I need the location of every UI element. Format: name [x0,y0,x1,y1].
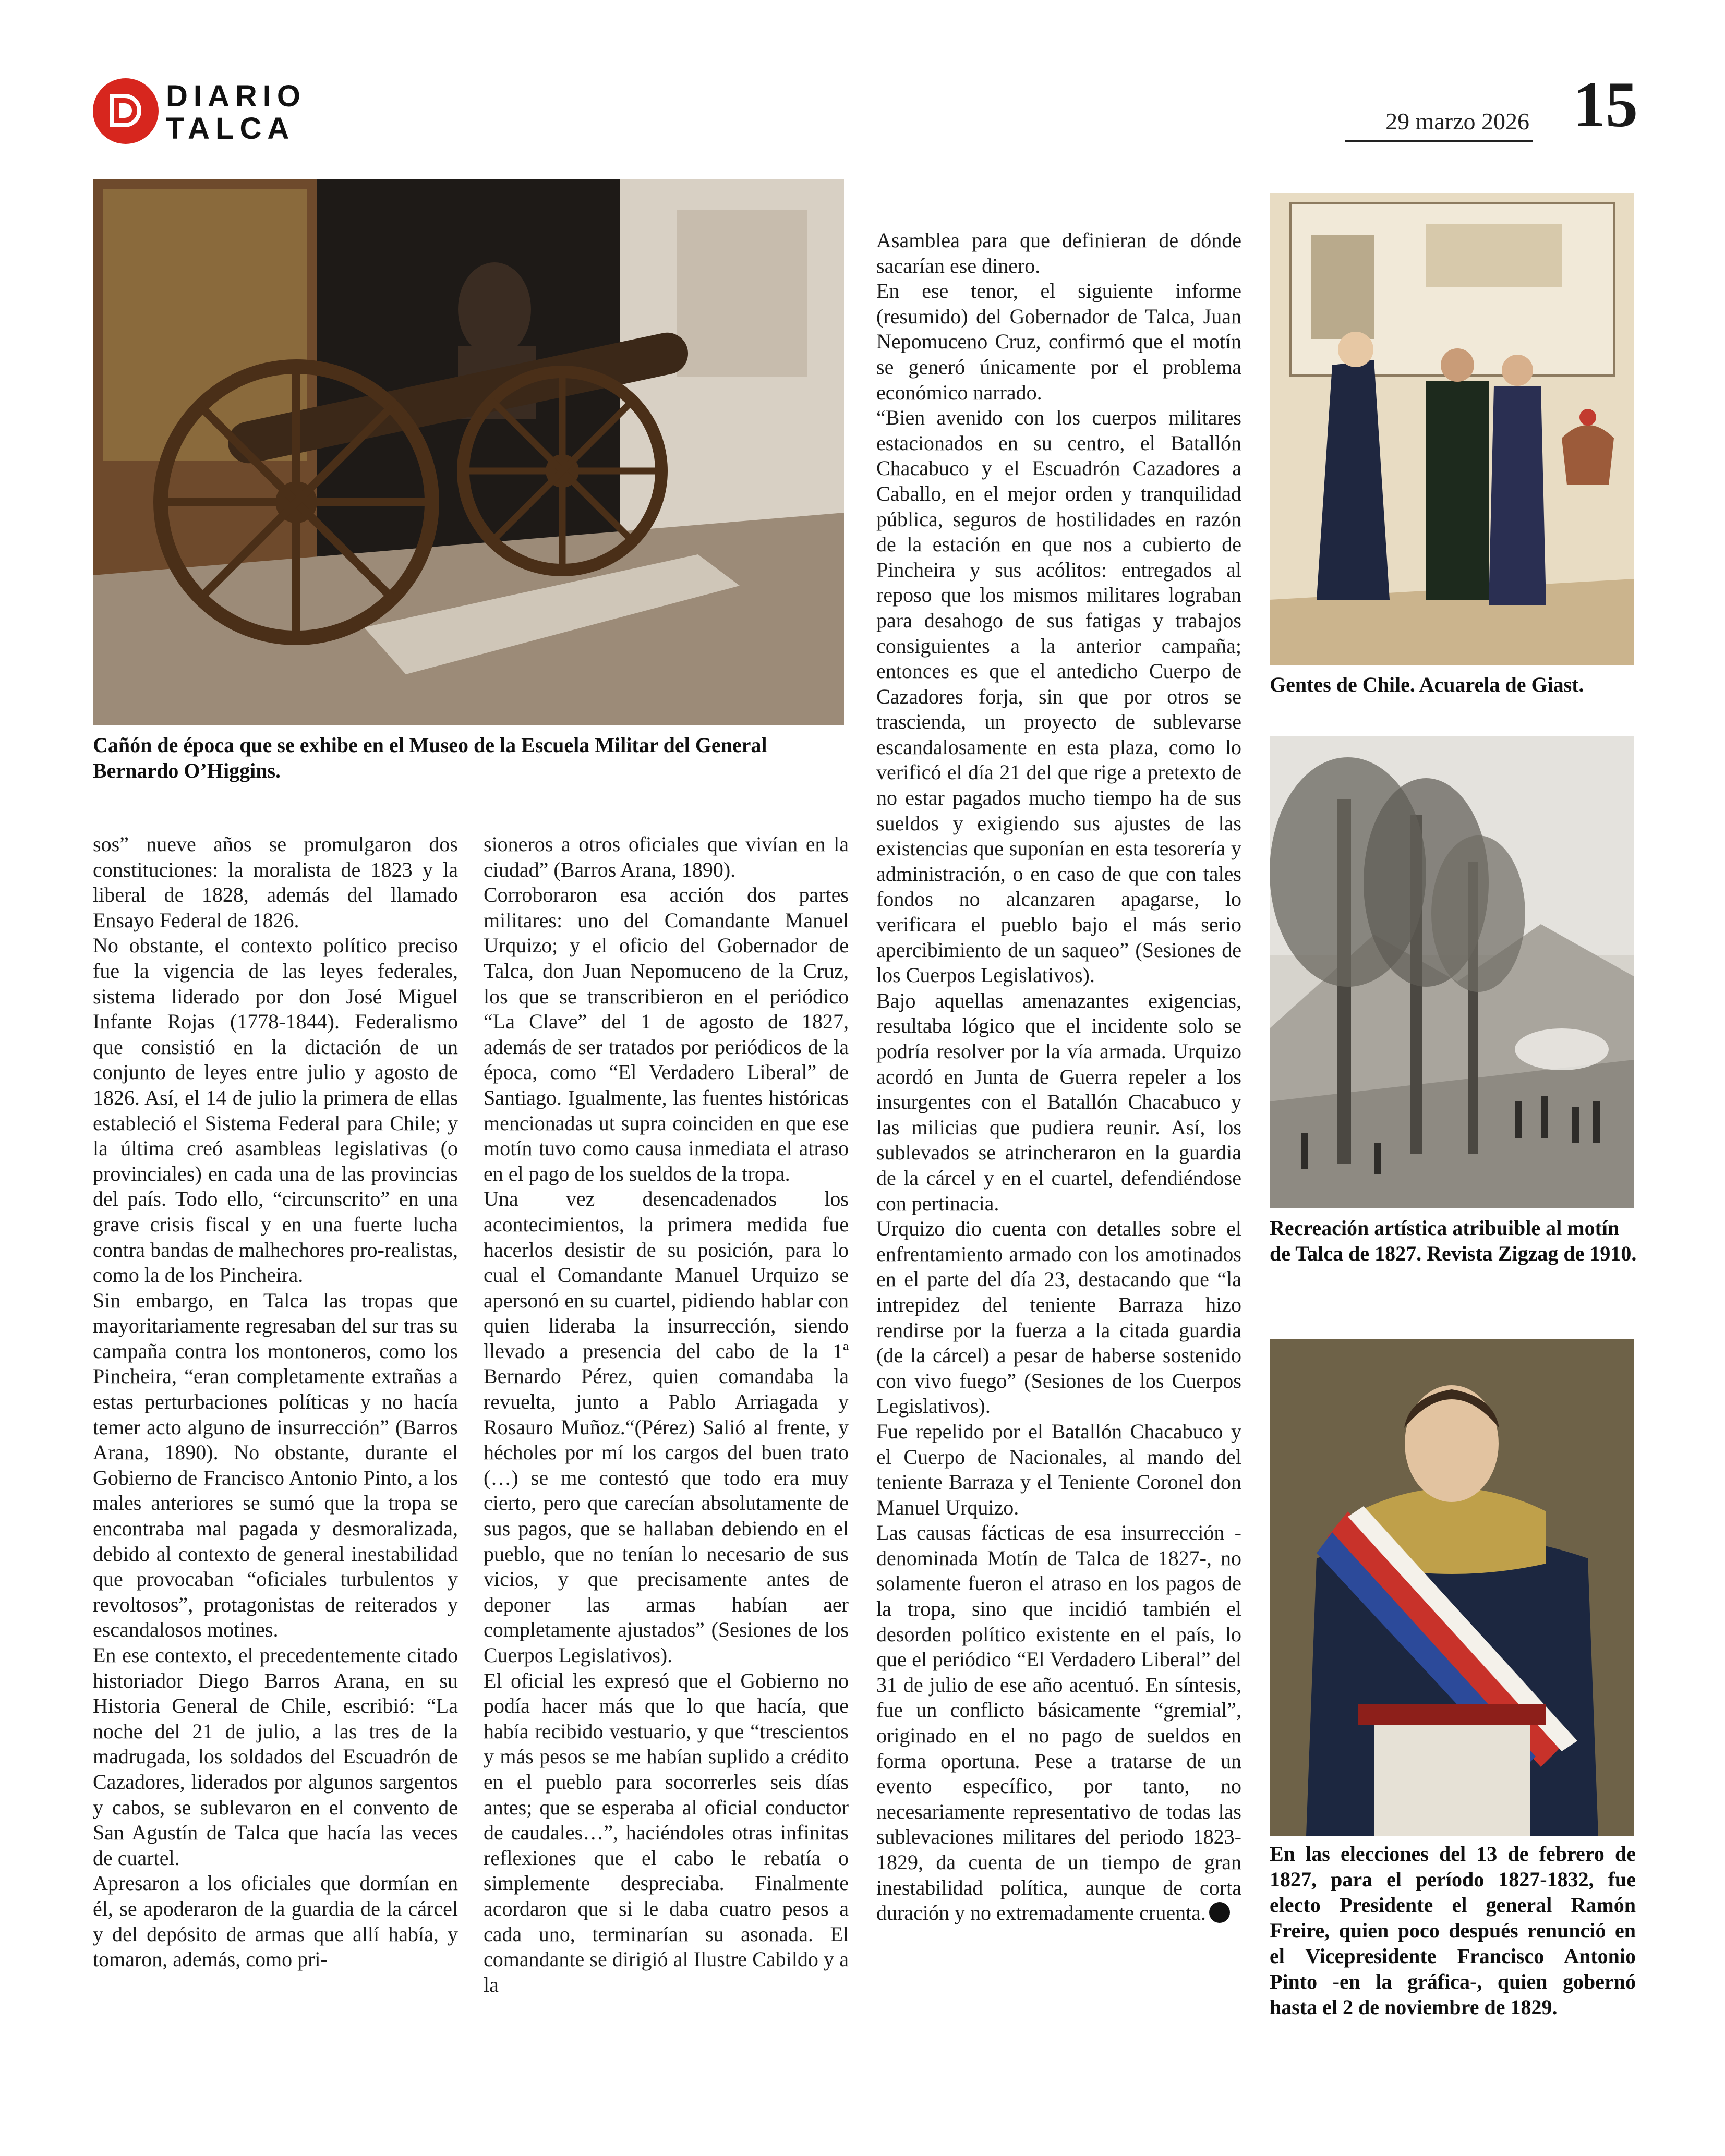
col3-paragraph-1: Asamblea para que definieran de dónde sacarían ese dinero. [876,228,1241,277]
col2-paragraph-2: Corroboraron esa acción dos partes militares: uno del Comandante Manuel Urquizo; y el oficio del Gobernador de Talca, don Juan Nepomuceno de la Cruz, los que se transcribieron en el periódico “La Clave” del 1 de agosto de 1827, además de ser tratados por periódicos de la época, como “El Verdadero Liberal” de Santiago. Igualmente, las fuentes históricas mencionadas ut supra coinciden en que ese motín tuvo como causa inmediata el atraso en el pago de los sueldos de la tropa. [484,883,849,1185]
col3-paragraph-4: Bajo aquellas amenazantes exigencias, resultaba lógico que el incidente solo se podría resolver por la vía armada. Urquizo acordó en Junta de Guerra repeler a los insurgentes con el Batallón Chacabuco y las milicias que pudiera reunir. Así, los sublevados se atrincheraron en la guardia de la cárcel y en el cuartel, defendiéndose con pertinacia. [876,988,1241,1215]
end-of-article-dot-icon [1209,1902,1230,1923]
logo-wordmark [166,80,306,145]
col2-paragraph-3: Una vez desencadenados los acontecimientos, la primera medida fue hacerlos desistir de su posición, para lo cual el Comandante Manuel Urquizo se apersonó en su cuartel, pidiendo hablar con quien lideraba la insurrección, siendo llevado a presencia del cabo de la 1ª Bernardo Pérez, quien comandaba la revuelta, junto a Pablo Arriagada y Rosauro Muñoz.“(Pérez) Salió al frente, y hécholes por mí los cargos del buen trato (…) se me contestó que todo era muy cierto, pero que carecían absolutamente de sus pagos, que se hallaban debiendo en el pueblo, que no tenían lo necesario de sus vicios, y que precisamente antes de deponer las armas habían aer completamente ajustados” (Sesiones de los Cuerpos Legislativos). [484,1187,849,1667]
col3-paragraph-2: En ese tenor, el siguiente informe (resumido) del Gobernador de Talca, Juan Nepomuceno Cruz, confirmó que el motín se generó únicamente por el problema económico narrado. [876,279,1241,404]
col1-paragraph-4: En ese contexto, el precedentemente citado historiador Diego Barros Arana, en su Historia General de Chile, escribió: “La noche del 21 de julio, a las tres de la madrugada, los soldados del Escuadrón de Cazadores, liderados por algunos sargentos y cabos, se sublevaron en el convento de San Agustín de Talca que hacía las veces de cuartel. [93,1643,458,1870]
giast-caption: Gentes de Chile. Acuarela de Giast. [1270,673,1584,696]
zigzag-caption: Recreación artística atribuible al motín de Talca de 1827. Revista Zigzag de 1910. [1270,1216,1637,1265]
logo-line-2: TALCA [166,112,295,146]
page-number: 15 [1573,69,1638,140]
col1-paragraph-1: sos” nueve años se promulgaron dos constituciones: la moralista de 1823 y la liberal de 1828, además del llamado Ensayo Federal de 1826. [93,832,458,932]
col1-paragraph-2: No obstante, el contexto político preciso fue la vigencia de las leyes federales, sistema liderado por don José Miguel Infante Rojas (1778-1844). Federalismo que consistió en la dictación de un conjunto de leyes entre julio y agosto de 1826. Así, el 14 de julio la primera de ellas estableció el Sistema Federal para Chile; y la última creó asambleas legislativas (o provinciales) en cada una de las provincias del país. Todo ello, “circunscrito” en una grave crisis fiscal y en una fuerte lucha contra bandas de malhechores pro-realistas, como la de los Pincheira. [93,934,458,1287]
article-column-1 [93,832,458,1972]
col3-paragraph-6: Fue repelido por el Batallón Chacabuco y el Cuerpo de Nacionales, al mando del teniente Barraza y el Teniente Coronel don Manuel Urquizo. [876,1419,1241,1519]
article-column-2 [484,832,849,1997]
article-column-3 [876,228,1241,1926]
col1-paragraph-5: Apresaron a los oficiales que dormían en él, se apoderaron de la guardia de la cárcel y del depósito de armas que allí había, y tomaron, además, como pri- [93,1871,458,1971]
col3-paragraph-7-text: Las causas fácticas de esa insurrección -denominada Motín de Talca de 1827-, no solamente fueron el atraso en los pagos de la tropa, sino que incidió también el desorden político existente en el país, lo que el periódico “El Verdadero Liberal” del 31 de julio de ese año acentuó. En síntesis, fue un conflicto básicamente “gremial”, originado en el no pago de sueldos en forma oportuna. Pese a tratarse de un evento específico, por tanto, no necesariamente representativo de todas las sublevaciones militares del periodo 1823-1829, da cuenta de un tiempo de gran inestabilidad política, aunque de corta duración y no extremadamente cruenta. [876,1521,1241,1925]
giast-watercolor-image [1270,193,1634,665]
logo-line-1: DIARIO [166,79,306,113]
pinto-caption: En las elecciones del 13 de febrero de 1827, para el período 1827-1832, fue electo Presidente el general Ramón Freire, quien poco después renunció en el Vicepresidente Francisco Antonio Pinto -en la gráfica-, quien gobernó hasta el 2 de noviembre de 1829. [1270,1842,1636,2019]
col2-paragraph-1: sioneros a otros oficiales que vivían en la ciudad” (Barros Arana, 1890). [484,832,849,881]
logo-d-icon [108,93,143,128]
cannon-caption: Cañón de época que se exhibe en el Museo de la Escuela Militar del General Bernardo O’Higgins. [93,733,767,782]
issue-date: 29 marzo 2026 [1385,108,1529,135]
col3-paragraph-3: “Bien avenido con los cuerpos militares estacionados en su centro, el Batallón Chacabuco y el Escuadrón Cazadores a Caballo, en el mejor orden y tranquilidad pública, seguros de hostilidades en razón de la estación en que nos a cubierto de Pincheira y sus acólitos: entregados al reposo que los mismos militares lograban para desahogo de sus fatigas y trabajos consiguientes a la anterior campaña; entonces es que el antedicho Cuerpo de Cazadores forja, sin que por otros se trasciendа, un proyecto de sublevarse escandalosamente en esta plaza, como lo verificó el día 21 del que rige a pretexto de no estar pagados mucho tiempo ha de sus sueldos y exigiendo sus ajustes de las existencias que suponían en esta tesorería y administración, o en caso de que con tales fondos no alcanzaren apagarse, lo verificara el pueblo bajo el más serio apercibimiento de un saqueo” (Sesiones de los Cuerpos Legislativos). [876,406,1241,987]
col1-paragraph-3: Sin embargo, en Talca las tropas que mayoritariamente regresaban del sur tras su campaña contra los montoneros, como los Pincheira, “eran completamente extrañas a estas perturbaciones políticas y no hacía temer acto alguno de insurrección” (Barros Arana, 1890). No obstante, durante el Gobierno de Francisco Antonio Pinto, a los males anteriores se sumó que la tropa se encontraba mal pagada y desmoralizada, debido al contexto de general inestabilidad que provocaban “oficiales turbulentos y revoltosos”, protagonistas de reiterados y escandalosos motines. [93,1288,458,1642]
date-underline [1345,140,1533,142]
col3-paragraph-7 [876,1520,1241,1926]
cannon-photo [93,179,844,725]
col3-paragraph-5: Urquizo dio cuenta con detalles sobre el enfrentamiento armado con los amotinados en el parte del día 23, destacando que “la intrepidez del teniente Barraza hizo rendirse por la fuerza a la citada guardia (de la cárcel) a pesar de haberse sostenido con vivo fuego” (Sesiones de los Cuerpos Legislativos). [876,1217,1241,1418]
zigzag-engraving-image [1270,736,1634,1208]
col2-paragraph-4: El oficial les expresó que el Gobierno no podía hacer más que lo que hacía, que había recibido vestuario, y que “trescientos y más pesos se me habían suplido a crédito en el pueblo para socorrerles seis días antes; que se esperaba al oficial conductor de caudales…”, haciéndoles otras infinitas reflexiones que el cabo le rebatía o simplemente despreciaba. Finalmente acordaron que si le daba cuatro pesos a cada uno, terminarían su asonada. El comandante se dirigió al Ilustre Cabildo y a la [484,1668,849,1996]
pinto-portrait-image [1270,1339,1634,1836]
